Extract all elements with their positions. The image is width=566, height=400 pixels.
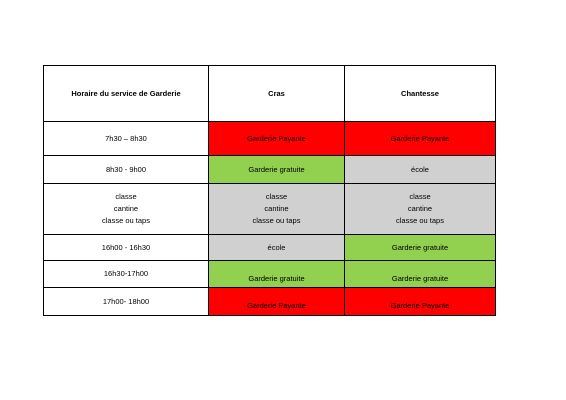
cell-text: Garderie gratuite [391, 242, 449, 252]
cell-text: classe ou taps [252, 216, 301, 225]
time-cell [44, 235, 209, 261]
cell-text: Garderie gratuite [391, 274, 449, 283]
chantesse-cell [345, 288, 496, 316]
chantesse-cell [345, 261, 496, 288]
cell-text: Garderie gratuite [248, 164, 305, 174]
cell-text: classe ou taps [102, 216, 150, 225]
chantesse-cell [345, 156, 496, 184]
cell-text: 16h30-17h00 [103, 269, 149, 278]
table-title: Horaire du service de Garderie [44, 66, 209, 122]
cell-text: école [267, 242, 286, 252]
table-row [44, 235, 496, 261]
cras-cell [209, 184, 345, 235]
cell-text: classe [409, 192, 431, 201]
cell-text: cantine [113, 204, 139, 213]
time-cell [44, 122, 209, 156]
cras-cell [209, 261, 345, 288]
garderie-schedule-table [43, 65, 496, 316]
cell-text: Garderie Payante [390, 300, 450, 310]
cras-cell [209, 156, 345, 184]
cell-text: classe [115, 192, 137, 201]
cell-text: Garderie Payante [390, 133, 450, 143]
column-header-cras: Cras [209, 66, 345, 122]
cell-text: 8h30 - 9h00 [105, 164, 147, 174]
time-cell [44, 288, 209, 316]
cell-text: 16h00 - 16h30 [101, 242, 151, 252]
chantesse-cell [345, 235, 496, 261]
time-cell [44, 156, 209, 184]
chantesse-cell [345, 122, 496, 156]
table-row [44, 156, 496, 184]
cell-text: classe [265, 192, 288, 201]
time-cell [44, 184, 209, 235]
cell-text: classe ou taps [396, 216, 444, 225]
column-header-chantesse: Chantesse [345, 66, 496, 122]
cell-text: 17h00- 18h00 [102, 296, 150, 306]
table-row [44, 261, 496, 288]
cell-text: 7h30 – 8h30 [105, 133, 147, 143]
cell-text: Garderie Payante [247, 300, 306, 310]
table-row [44, 184, 496, 235]
cell-text: cantine [264, 204, 289, 213]
cras-cell [209, 288, 345, 316]
cell-text: Garderie Payante [247, 133, 306, 143]
cras-cell [209, 122, 345, 156]
time-cell [44, 261, 209, 288]
header-row [44, 66, 496, 122]
cras-cell [209, 235, 345, 261]
cell-text: école [411, 164, 429, 174]
table-row [44, 288, 496, 316]
chantesse-cell [345, 184, 496, 235]
table-row [44, 122, 496, 156]
cell-text: Garderie gratuite [248, 274, 305, 283]
cell-text: cantine [407, 204, 433, 213]
